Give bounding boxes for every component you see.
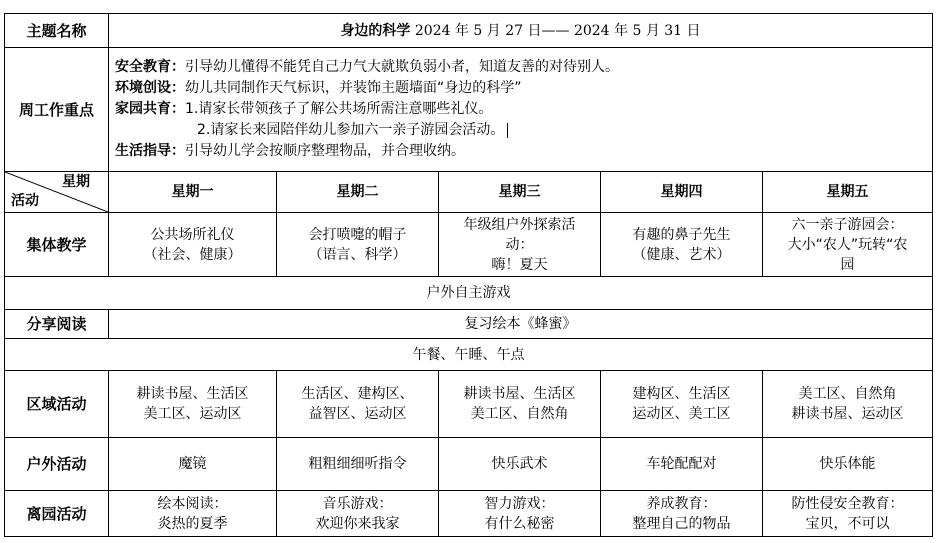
area-tue: 生活区、建构区、 益智区、运动区 xyxy=(277,371,439,438)
group-row xyxy=(5,213,933,277)
outdoor-thu: 车轮配配对 xyxy=(601,438,763,491)
meals-row xyxy=(5,339,933,371)
leave-fri: 防性侵安全教育： 宝贝，不可以 xyxy=(763,491,933,537)
focus-row xyxy=(5,48,933,172)
focus-life: 生活指导：引导幼儿学会按顺序整理物品，并合理收纳。 xyxy=(115,143,465,159)
reading-label: 分享阅读 xyxy=(5,310,109,339)
day-fri: 星期五 xyxy=(763,172,933,213)
corner-bottom: 活动 xyxy=(11,193,39,209)
area-thu: 建构区、生活区 运动区、美工区 xyxy=(601,371,763,438)
group-tue: 会打喷嚏的帽子 （语言、科学） xyxy=(277,213,439,277)
theme-label: 主题名称 xyxy=(5,14,109,48)
group-mon: 公共场所礼仪 （社会、健康） xyxy=(109,213,277,277)
theme-title: 身边的科学 xyxy=(340,22,411,39)
outdoor-tue: 粗粗细细听指令 xyxy=(277,438,439,491)
area-wed: 耕读书屋、生活区 美工区、自然角 xyxy=(439,371,601,438)
focus-label: 周工作重点 xyxy=(5,48,109,172)
day-header-row xyxy=(5,172,933,213)
reading-cell: 复习绘本《蜂蜜》 xyxy=(109,310,933,339)
reading-row xyxy=(5,310,933,339)
leave-mon: 绘本阅读： 炎热的夏季 xyxy=(109,491,277,537)
corner-cell xyxy=(5,172,109,213)
outdoor-free-row xyxy=(5,277,933,310)
outdoor-fri: 快乐体能 xyxy=(763,438,933,491)
group-fri: 六一亲子游园会： 大小“农人”玩转“农 园 xyxy=(763,213,933,277)
focus-home-2: 2.请家长来园陪伴幼儿参加六一亲子游园会活动。 xyxy=(115,120,926,141)
leave-label: 离园活动 xyxy=(5,491,109,537)
meals-cell: 午餐、午睡、午点 xyxy=(5,339,933,371)
leave-thu: 养成教育： 整理自己的物品 xyxy=(601,491,763,537)
area-fri: 美工区、自然角 耕读书屋、运动区 xyxy=(763,371,933,438)
outdoor-row xyxy=(5,438,933,491)
area-row xyxy=(5,371,933,438)
leave-wed: 智力游戏： 有什么秘密 xyxy=(439,491,601,537)
day-thu: 星期四 xyxy=(601,172,763,213)
outdoor-label: 户外活动 xyxy=(5,438,109,491)
area-label: 区域活动 xyxy=(5,371,109,438)
theme-dates: 2024 年 5 月 27 日—— 2024 年 5 月 31 日 xyxy=(410,22,701,39)
leave-tue: 音乐游戏： 欢迎你来我家 xyxy=(277,491,439,537)
focus-safety: 安全教育：引导幼儿懂得不能凭自己力气大就欺负弱小者，知道友善的对待别人。 xyxy=(115,59,619,75)
group-thu: 有趣的鼻子先生 （健康、艺术） xyxy=(601,213,763,277)
outdoor-mon: 魔镜 xyxy=(109,438,277,491)
theme-cell xyxy=(109,14,933,48)
weekly-plan-table xyxy=(4,13,933,537)
area-mon: 耕读书屋、生活区 美工区、运动区 xyxy=(109,371,277,438)
day-mon: 星期一 xyxy=(109,172,277,213)
day-tue: 星期二 xyxy=(277,172,439,213)
outdoor-wed: 快乐武术 xyxy=(439,438,601,491)
focus-cell xyxy=(109,48,933,172)
corner-top: 星期 xyxy=(62,174,90,190)
day-wed: 星期三 xyxy=(439,172,601,213)
group-label: 集体教学 xyxy=(5,213,109,277)
focus-environment: 环境创设：幼儿共同制作天气标识，并装饰主题墙面“身边的科学” xyxy=(115,80,522,96)
group-wed: 年级组户外探索活 动： 嗨！夏天 xyxy=(439,213,601,277)
theme-row xyxy=(5,14,933,48)
outdoor-free-cell: 户外自主游戏 xyxy=(5,277,933,310)
text-cursor xyxy=(507,123,508,138)
focus-home: 家园共育：1.请家长带领孩子了解公共场所需注意哪些礼仪。 xyxy=(115,101,493,117)
leave-row xyxy=(5,491,933,537)
